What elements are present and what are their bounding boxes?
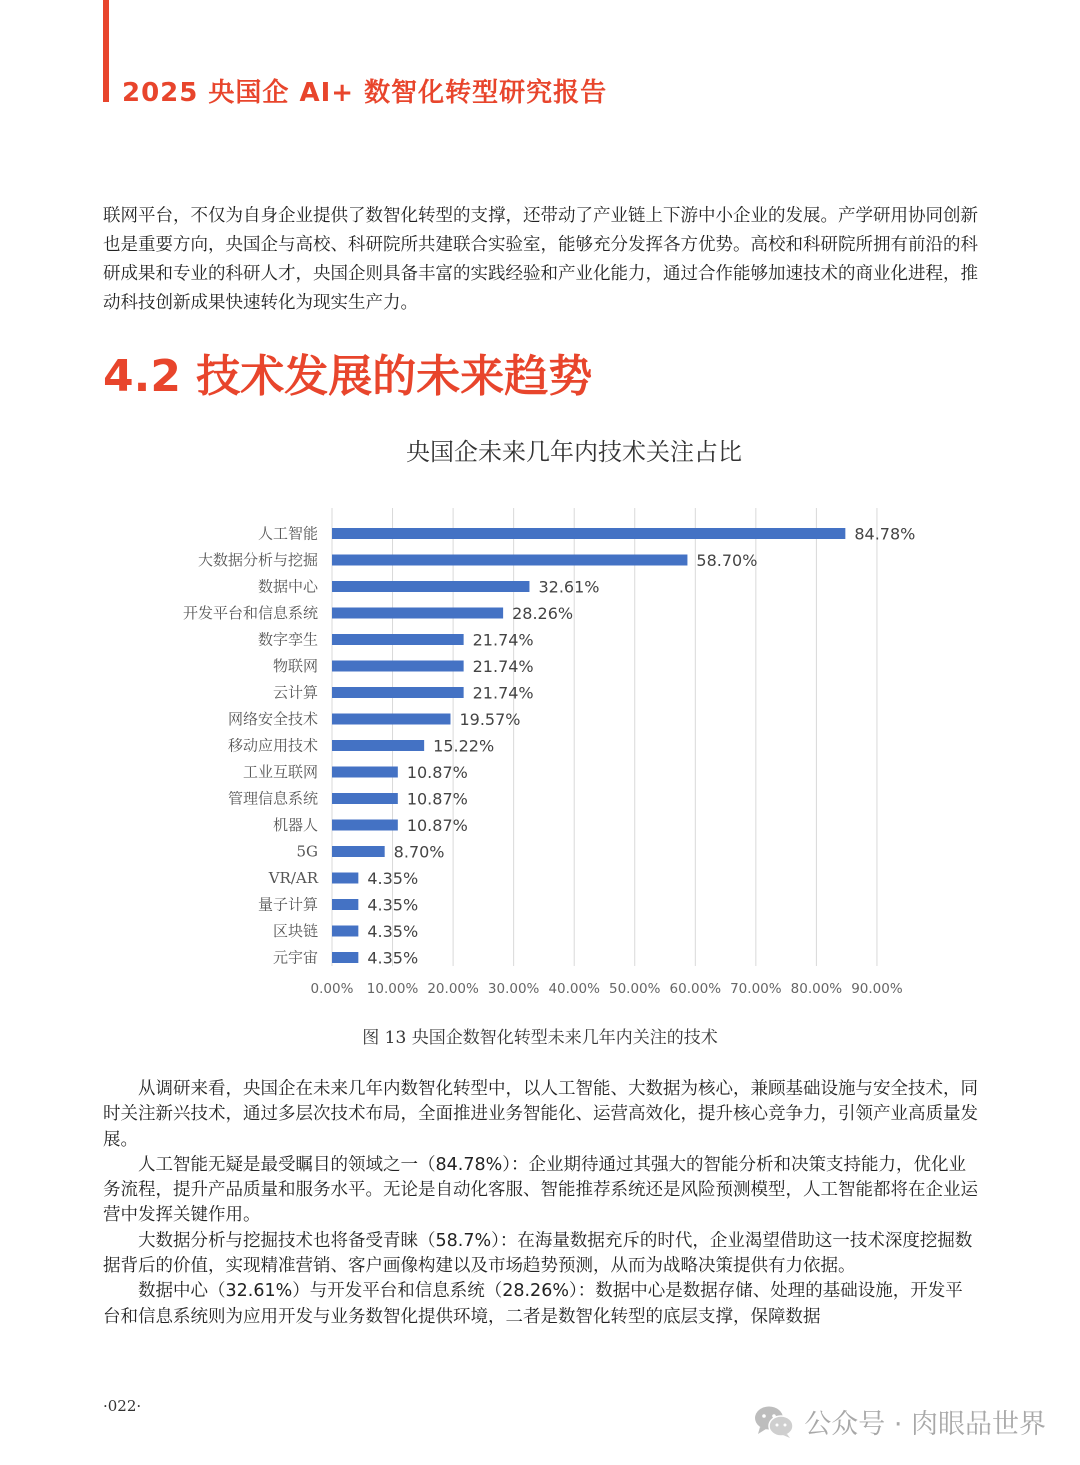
data-label: 4.35% (367, 895, 419, 915)
report-title: 2025 央国企 AI+ 数智化转型研究报告 (122, 78, 608, 108)
bar (332, 740, 424, 751)
bar (332, 793, 398, 804)
data-label: 4.35% (367, 922, 419, 941)
bar (332, 926, 358, 937)
data-label: 21.74% (472, 630, 534, 650)
x-tick-label: 50.00% (609, 981, 661, 997)
category-label: 元宇宙 (272, 948, 318, 967)
data-label: 10.87% (406, 816, 468, 835)
x-tick-label: 70.00% (730, 981, 782, 997)
data-label: 10.87% (406, 763, 468, 782)
x-tick-label: 90.00% (851, 981, 903, 997)
bar (332, 820, 398, 831)
category-label: 数字孪生 (257, 630, 318, 649)
bar (332, 899, 358, 910)
bar (332, 846, 385, 857)
bar (332, 634, 464, 645)
data-label: 21.74% (472, 683, 534, 703)
category-label: 5G (296, 842, 318, 861)
x-tick-label: 20.00% (427, 981, 479, 997)
x-tick-label: 60.00% (669, 981, 722, 997)
category-label: 网络安全技术 (227, 710, 318, 728)
x-tick-label: 40.00% (548, 981, 600, 997)
wechat-icon (754, 1405, 794, 1439)
data-label: 28.26% (512, 604, 574, 623)
category-label: 移动应用技术 (227, 736, 318, 755)
body-paragraph: 人工智能无疑是最受瞩目的领域之一（84.78%）：企业期待通过其强大的智能分析和决策支持能力，优化业务流程，提升产品质量和服务水平。无论是自动化客服、智能推荐系统还是风险预测模型，人工智能都将在企业运营中发挥关键作用。 (103, 1154, 978, 1226)
data-label: 4.35% (367, 869, 419, 888)
body-text (103, 1077, 978, 1330)
data-label: 10.87% (406, 789, 468, 809)
header-accent-bar (103, 0, 109, 102)
category-label: 工业互联网 (242, 763, 318, 781)
bar (332, 528, 845, 539)
x-tick-label: 0.00% (310, 981, 354, 997)
bar (332, 581, 529, 592)
section-heading: 4.2 技术发展的未来趋势 (103, 351, 593, 402)
bar (332, 608, 503, 619)
bar (332, 952, 358, 963)
watermark (754, 1402, 1046, 1441)
body-paragraph: 数据中心（32.61%）与开发平台和信息系统（28.26%）：数据中心是数据存储、处理的基础设施，开发平台和信息系统则为应用开发与业务数智化提供环境，二者是数智化转型的底层支撑，保障数据 (103, 1281, 963, 1327)
intro-paragraph: 联网平台，不仅为自身企业提供了数智化转型的支撑，还带动了产业链上下游中小企业的发展。产学研用协同创新也是重要方向，央国企与高校、科研院所共建联合实验室，能够充分发挥各方优势。高校和科研院所拥有前沿的科研成果和专业的科研人才，央国企则具备丰富的实践经验和产业化能力，通过合作能够加速技术的商业化进程，推动科技创新成果快速转化为现实生产力。 (103, 206, 978, 313)
category-label: 开发平台和信息系统 (182, 604, 318, 622)
data-label: 4.35% (367, 948, 419, 968)
data-label: 21.74% (472, 657, 534, 676)
category-label: VR/AR (268, 869, 318, 887)
category-label: 管理信息系统 (227, 789, 318, 808)
bar (332, 661, 464, 672)
body-paragraph: 大数据分析与挖掘技术也将备受青睐（58.7%）：在海量数据充斥的时代，企业渴望借助这一技术深度挖掘数据背后的价值，实现精准营销、客户画像构建以及市场趋势预测，从而为战略决策提供有力依据。 (103, 1230, 973, 1277)
data-label: 84.78% (854, 524, 916, 544)
bar (332, 714, 450, 725)
category-label: 物联网 (272, 657, 318, 675)
category-label: 区块链 (272, 922, 318, 940)
figure-caption: 图 13 央国企数智化转型未来几年内关注的技术 (362, 1028, 718, 1048)
bar (332, 873, 358, 884)
data-label: 32.61% (538, 577, 600, 597)
bar (332, 767, 398, 778)
data-label: 8.70% (393, 842, 445, 862)
category-label: 数据中心 (257, 577, 318, 596)
data-label: 15.22% (433, 736, 495, 756)
category-label: 量子计算 (257, 895, 318, 914)
bar-chart (0, 500, 1080, 1010)
watermark-text: 公众号 · 肉眼品世界 (804, 1409, 1046, 1440)
bar (332, 555, 687, 566)
category-label: 云计算 (272, 683, 318, 702)
category-label: 大数据分析与挖掘 (197, 551, 318, 569)
body-paragraph: 从调研来看，央国企在未来几年内数智化转型中，以人工智能、大数据为核心，兼顾基础设施与安全技术，同时关注新兴技术，通过多层次技术布局，全面推进业务智能化、运营高效化，提升核心竞争力，引领产业高质量发展。 (103, 1079, 978, 1150)
x-tick-label: 80.00% (790, 981, 843, 997)
bar (332, 687, 464, 698)
data-label: 19.57% (459, 710, 521, 729)
data-label: 58.70% (696, 551, 758, 570)
category-label: 机器人 (272, 816, 318, 834)
chart-labels (183, 525, 915, 998)
x-tick-label: 10.00% (366, 981, 419, 997)
category-label: 人工智能 (257, 524, 318, 543)
chart-title: 央国企未来几年内技术关注占比 (406, 438, 742, 466)
page-number: ·022· (103, 1397, 142, 1415)
x-tick-label: 30.00% (487, 981, 540, 997)
